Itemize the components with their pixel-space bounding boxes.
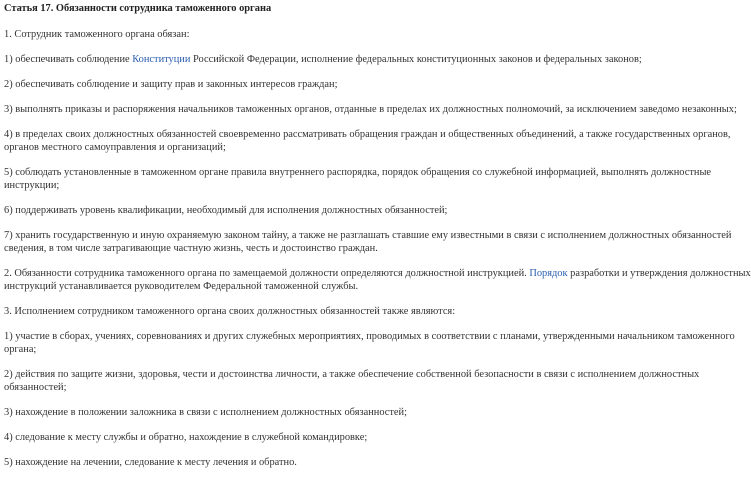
paragraph-text: 3) нахождение в положении заложника в связи с исполнением должностных обязанностей; [4,407,407,418]
paragraph-1-item-2 [4,78,698,91]
paragraph-text: разработки и утверждения должностных [567,268,751,279]
paragraph-text: 7) хранить государственную и иную охраняемую законом тайну, а также не разглашать ставшие ему известными в связи с исполнением должностных обязанностей [4,230,732,241]
paragraph-text: 4) в пределах своих должностных обязанностей своевременно рассматривать обращения граждан и общественных объединений, а также государственных органов, [4,129,731,140]
paragraph-3-item-2 [4,368,698,394]
paragraph-1-item-4 [4,128,731,154]
article-title: Статья 17. Обязанности сотрудника таможенного органа [4,3,272,14]
paragraph-3-item-5 [4,456,698,469]
paragraph-text: 1) участие в сборах, учениях, соревнованиях и других служебных мероприятиях, проводимых в соответствии с планами, утвержденными начальником таможенного [4,331,735,342]
paragraph-1-item-1 [4,53,698,66]
paragraph-text: инструкции; [4,180,60,191]
paragraph-text: 2) действия по защите жизни, здоровья, чести и достоинства личности, а также обеспечение собственной безопасности в связи с исполнением должностных [4,369,700,380]
paragraph-text: 5) соблюдать установленные в таможенном органе правила внутреннего распорядка, порядок обращения со служебной информацией, выполнять должностные [4,167,712,178]
paragraph-text: 5) нахождение на лечении, следование к месту лечения и обратно. [4,457,297,468]
paragraph-1-item-6 [4,204,698,217]
procedure-link[interactable]: Порядок [529,268,568,279]
paragraph-2 [4,267,751,293]
article-document [4,2,751,481]
paragraph-text: Российской Федерации, исполнение федеральных конституционных законов и федеральных законов; [190,54,642,65]
paragraph-text: органа; [4,344,37,355]
paragraph-text: 1) обеспечивать соблюдение [4,54,133,65]
paragraph-text: 3) выполнять приказы и распоряжения начальников таможенных органов, отданные в пределах их должностных полномочий, за исключением заведомо незаконных; [4,104,737,115]
paragraph-text: органов местного самоуправления и организаций; [4,142,226,153]
paragraph-1-intro [4,28,698,41]
paragraph-text: 2. Обязанности сотрудника таможенного органа по замещаемой должности определяются должностной инструкцией. [4,268,530,279]
paragraph-3-item-1 [4,330,735,356]
paragraph-text: 6) поддерживать уровень квалификации, необходимый для исполнения должностных обязанностей; [4,205,448,216]
paragraph-text: инструкций устанавливается руководителем Федеральной таможенной службы. [4,281,359,292]
paragraph-3-intro [4,305,698,318]
paragraph-text: сведения, в том числе затрагивающие частную жизнь, честь и достоинство граждан. [4,243,378,254]
paragraph-3-item-4 [4,431,698,444]
paragraph-text: обязанностей; [4,382,67,393]
constitution-link[interactable]: Конституции [132,54,191,65]
paragraph-3-item-3 [4,406,698,419]
paragraph-1-item-7 [4,229,732,255]
paragraph-text: 1. Сотрудник таможенного органа обязан: [4,29,190,40]
paragraph-1-item-3 [4,103,737,116]
paragraph-text: 2) обеспечивать соблюдение и защиту прав и законных интересов граждан; [4,79,338,90]
paragraph-1-item-5 [4,166,712,192]
paragraph-text: 3. Исполнением сотрудником таможенного органа своих должностных обязанностей также являются: [4,306,456,317]
paragraph-text: 4) следование к месту службы и обратно, нахождение в служебной командировке; [4,432,368,443]
